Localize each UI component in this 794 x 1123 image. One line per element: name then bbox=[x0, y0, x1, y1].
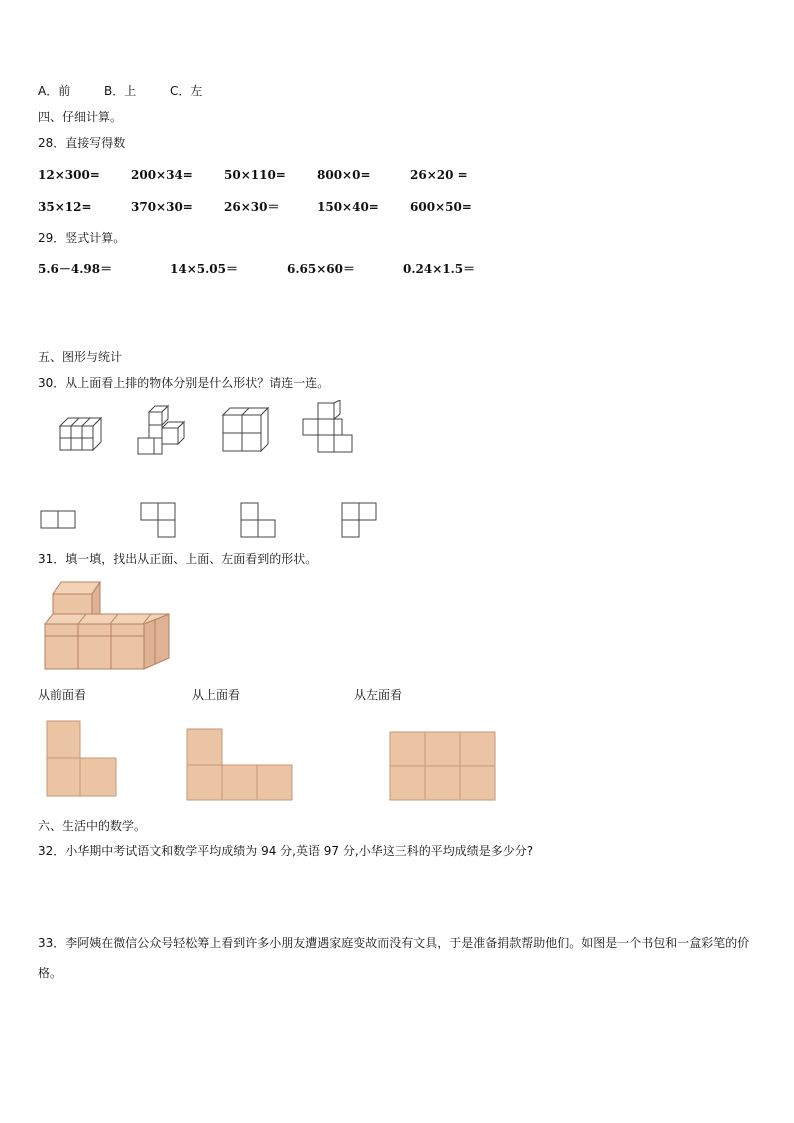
q28-label: 28．直接写得数 bbox=[38, 136, 126, 150]
q29-item: 0.24×1.5＝ bbox=[403, 262, 476, 276]
view-label-front: 从前面看 bbox=[38, 688, 87, 702]
q30-top-view-3 bbox=[240, 502, 276, 538]
q33-text: 33．李阿姨在微信公众号轻松筹上看到许多小朋友遭遇家庭变故而没有文具，于是准备捐款帮助他们。如图是一个书包和一盒彩笔的价格。 bbox=[38, 936, 750, 980]
view-label-top: 从上面看 bbox=[192, 688, 241, 702]
q28-item: 150×40= bbox=[317, 200, 379, 214]
option-b: B．上 bbox=[104, 84, 137, 98]
q28-item: 370×30= bbox=[131, 200, 193, 214]
q31-solid bbox=[42, 578, 172, 672]
q32-text: 32．小华期中考试语文和数学平均成绩为 94 分,英语 97 分,小华这三科的平均成绩是多少分? bbox=[38, 844, 534, 858]
view-label-left: 从左面看 bbox=[354, 688, 403, 702]
q30-label: 30．从上面看上排的物体分别是什么形状？请连一连。 bbox=[38, 376, 330, 390]
q29-label: 29．竖式计算。 bbox=[38, 231, 126, 245]
q30-top-view-2 bbox=[140, 502, 176, 538]
section-4-title: 四、仔细计算。 bbox=[38, 110, 123, 124]
q28-item: 12×300= bbox=[38, 168, 100, 182]
q29-item: 6.65×60＝ bbox=[287, 262, 355, 276]
q28-item: 35×12= bbox=[38, 200, 92, 214]
q28-item: 800×0= bbox=[317, 168, 371, 182]
front-view-shape bbox=[46, 720, 118, 798]
q28-item: 200×34= bbox=[131, 168, 193, 182]
left-view-shape bbox=[389, 731, 497, 801]
q28-item: 50×110= bbox=[224, 168, 286, 182]
option-c: C．左 bbox=[170, 84, 203, 98]
q29-item: 14×5.05＝ bbox=[170, 262, 238, 276]
q31-label: 31．填一填，找出从正面、上面、左面看到的形状。 bbox=[38, 552, 318, 566]
top-view-shape bbox=[186, 728, 294, 802]
q28-item: 600×50= bbox=[410, 200, 472, 214]
q30-top-view-4 bbox=[341, 502, 377, 538]
q30-solid-1 bbox=[55, 412, 105, 454]
q30-solid-3 bbox=[220, 405, 272, 453]
q28-item: 26×20 = bbox=[410, 168, 468, 182]
section-6-title: 六、生活中的数学。 bbox=[38, 819, 147, 833]
section-5-title: 五、图形与统计 bbox=[38, 350, 123, 364]
q30-solid-4 bbox=[300, 400, 356, 454]
q30-top-view-1 bbox=[40, 510, 76, 530]
q28-item: 26×30＝ bbox=[224, 200, 280, 214]
q29-item: 5.6－4.98＝ bbox=[38, 262, 113, 276]
q30-solid-2 bbox=[135, 404, 190, 456]
option-a: A．前 bbox=[38, 84, 71, 98]
